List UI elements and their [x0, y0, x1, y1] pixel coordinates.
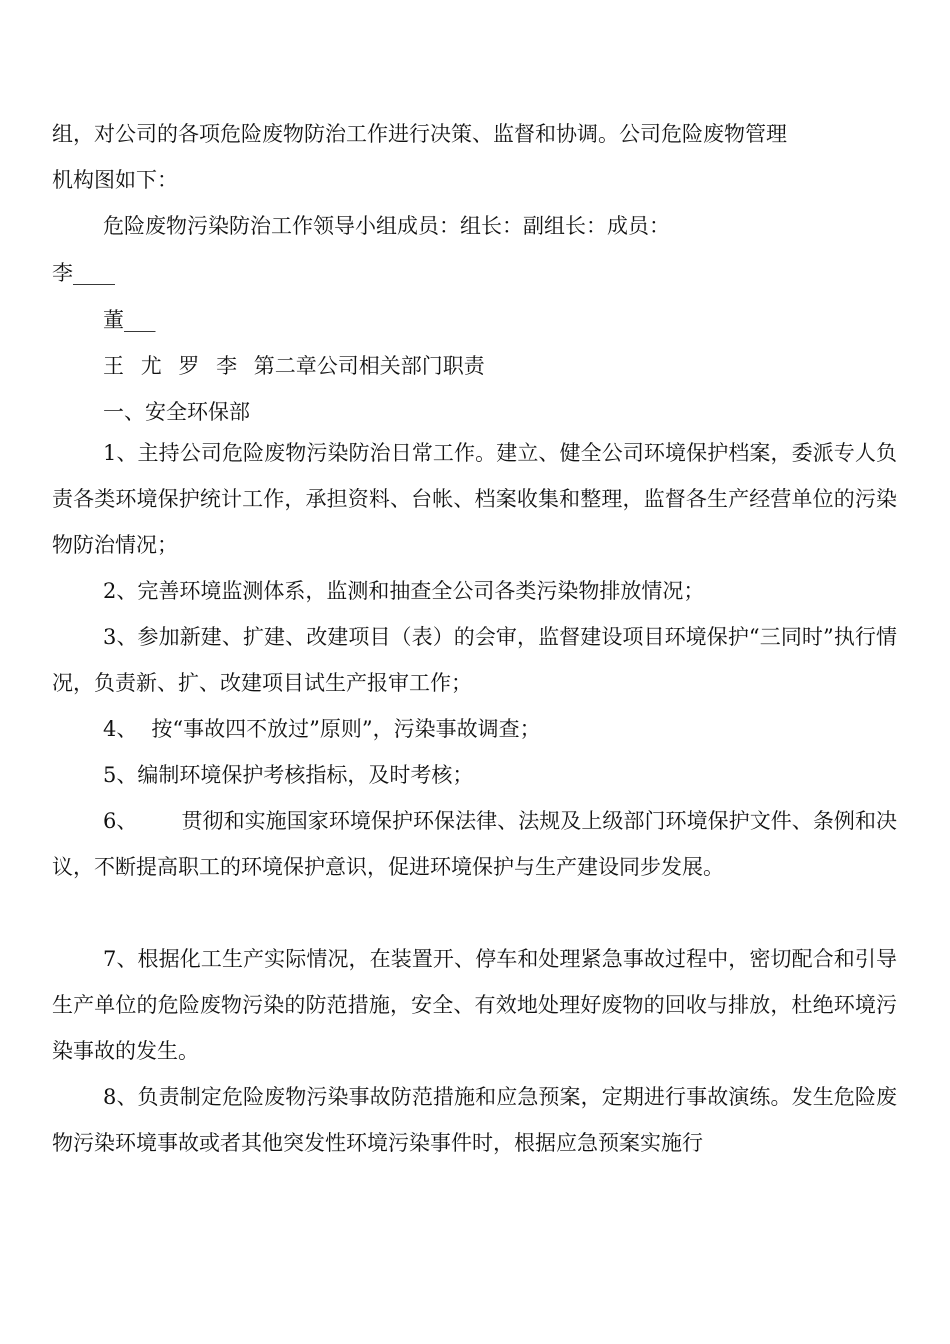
member-name: 罗	[178, 354, 200, 378]
text-line-deputy-dong: 董___	[103, 308, 156, 332]
text-line-members-and-chapter	[103, 353, 495, 379]
text-line-leadership-group: 危险废物污染防治工作领导小组成员：组长：副组长：成员：	[103, 214, 670, 238]
paragraph-6-number: 6、	[103, 809, 138, 833]
member-name: 尤	[140, 354, 162, 378]
paragraph-3: 3、参加新建、扩建、改建项目（表）的会审，监督建设项目环境保护“三同时”执行情况，负责新、扩、改建项目试生产报审工作；	[52, 625, 897, 695]
paragraph-6	[52, 798, 897, 890]
paragraph-4	[52, 706, 897, 752]
member-name: 李	[216, 354, 238, 378]
paragraph-7: 7、根据化工生产实际情况，在装置开、停车和处理紧急事故过程中，密切配合和引导生产单位的危险废物污染的防范措施，安全、有效地处理好废物的回收与排放，杜绝环境污染事故的发生。	[52, 947, 897, 1063]
paragraph-4-number: 4、	[103, 717, 138, 741]
text-line-continuation: 组，对公司的各项危险废物防治工作进行决策、监督和协调。公司危险废物管理	[52, 122, 787, 146]
chapter-heading: 第二章公司相关部门职责	[253, 354, 485, 378]
paragraph-8: 8、负责制定危险废物污染事故防范措施和应急预案，定期进行事故演练。发生危险废物污染环境事故或者其他突发性环境污染事件时，根据应急预案实施行	[52, 1085, 897, 1155]
paragraph-2: 2、完善环境监测体系，监测和抽查全公司各类污染物排放情况；	[103, 579, 705, 603]
paragraph-4-text: 按“事故四不放过”原则”，污染事故调查；	[151, 717, 541, 741]
paragraph-5: 5、编制环境保护考核指标，及时考核；	[103, 763, 474, 787]
section-heading: 一、安全环保部	[103, 400, 250, 424]
text-line-org-chart-intro: 机构图如下：	[52, 168, 178, 192]
member-name: 王	[103, 354, 124, 378]
paragraph-6-text: 贯彻和实施国家环境保护环保法律、法规及上级部门环境保护文件、条例和决议，不断提高职工的环境保护意识，促进环境保护与生产建设同步发展。	[52, 809, 897, 879]
text-line-leader-li: 李____	[52, 261, 115, 285]
paragraph-1: 1、主持公司危险废物污染防治日常工作。建立、健全公司环境保护档案，委派专人负责各类环境保护统计工作，承担资料、台帐、档案收集和整理，监督各生产经营单位的污染物防治情况；	[52, 441, 897, 557]
